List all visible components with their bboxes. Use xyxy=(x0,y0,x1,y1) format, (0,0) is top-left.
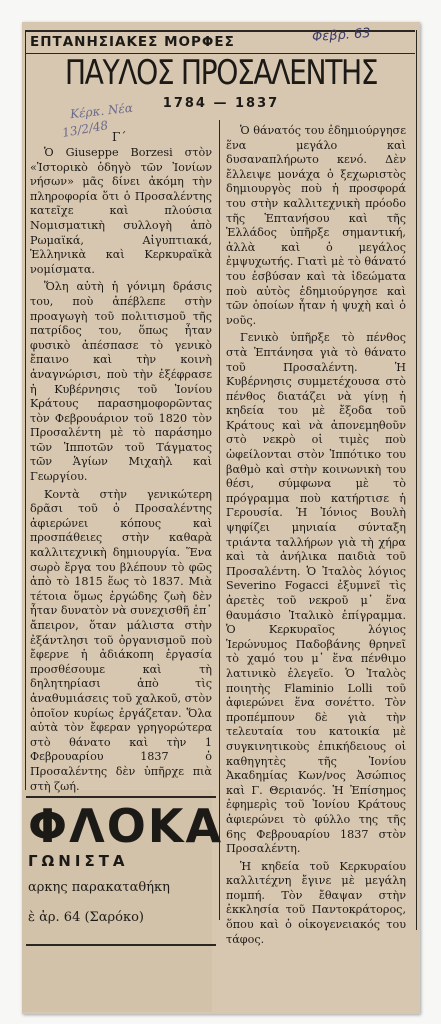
paragraph: Ὁ Giuseppe Borzesi στὸν «Ἱστορικὸ ὁδηγὸ τῶν Ἰονίων νήσων» μᾶς δίνει ἀκόμη τὴν πληροφορία ὅτι ὁ Προσαλέντης κατεῖχε καὶ πλούσια Νομισματικὴ συλλογὴ ἀπὸ Ρωμαϊκά, Αἰγυπτιακά, Ἑλληνικὰ καὶ Κερκυραϊκὰ νομίσματα. xyxy=(30,146,212,276)
right-frame-rule xyxy=(416,30,417,930)
paragraph: Ἡ κηδεία τοῦ Κερκυραίου καλλιτέχνη ἔγινε μὲ μεγάλη πομπή. Τὸν ἔθαψαν στὴν ἐκκλησία τοῦ Παντοκράτορος, ὅπου καὶ ὁ οἰκογενειακός του τάφος. xyxy=(226,859,406,946)
right-column xyxy=(226,124,406,950)
advert-top-rule xyxy=(26,796,216,798)
paragraph: Κοντὰ στὴν γενικώτερη δρᾶσι τοῦ ὁ Προσαλέντης ἀφιερώνει κόπους καὶ προσπάθειες στὴν καθαρὰ καλλιτεχνικὴ δημιουργία. Ἕνα σωρὸ ἔργα του βλέπουν τὸ φῶς ἀπὸ τὸ 1815 ἕως τὸ 1837. Μιὰ τέτοια ὅμως ἐργώδης ζωὴ δὲν ἦταν δυνατὸν νὰ συνεχισθῆ ἐπ᾽ ἄπειρον, ὅταν μάλιστα στὴν ἐξάντλησι τοῦ ὀργανισμοῦ ποὺ ἔφερνε ἡ ἀδιάκοπη ἐργασία προσθέσουμε καὶ τὴ δηλητηρίασι ἀπὸ τὶς ἀναθυμιάσεις τοῦ χαλκοῦ, στὸν ὁποῖον κυρίως ἐργάζεταν. Ὅλα αὐτὰ τὸν ἔφεραν γρηγορώτερα στὸ θάνατο καὶ τὴν 1 Φεβρουαρίου 1837 ὁ Προσαλέντης δὲν ὑπῆρχε πιὰ στὴ ζωή. xyxy=(30,487,213,793)
section-title: ΕΠΤΑΝΗΣΙΑΚΕΣ ΜΟΡΦΕΣ xyxy=(30,34,235,50)
handwritten-date-note: 13/2/48 xyxy=(61,118,110,140)
headline: ΠΑΥΛΟΣ ΠΡΟΣΑΛΕΝΤΗΣ xyxy=(64,53,378,93)
left-frame-rule xyxy=(25,30,26,790)
left-column xyxy=(30,130,212,797)
advert-line-2: ὲ ἀρ. 64 (Σαρόκο) xyxy=(28,910,145,925)
handwritten-stamp-note: Φεβρ. 63 xyxy=(311,25,372,46)
advert-subtitle: ΓΩΝΙΣΤΑ xyxy=(28,852,129,870)
part-marker: Γ΄ xyxy=(112,130,127,144)
paragraph: Ὅλη αὐτὴ ἡ γόνιμη δράσις του, ποὺ ἀπέβλεπε στὴν προαγωγὴ τοῦ πολιτισμοῦ τῆς πατρίδος του, ὅπως ἦταν φυσικὸ ἀπέσπασε τὸ γενικὸ ἔπαινο καὶ τὴν κοινὴ ἀναγνώρισι, ποὺ τὴν ἐξέφρασε ἡ Κυβέρνησις τοῦ Ἰονίου Κράτους παρασημοφορῶντας τὸν Φεβρουάριον τοῦ 1820 τὸν Προσαλέντη μὲ τὸ παράσημο τῶν Ἱπποτῶν τοῦ Τάγματος τῶν Ἁγίων Μιχαὴλ καὶ Γεωργίου. xyxy=(30,280,212,484)
paragraph: Γενικὸ ὑπῆρξε τὸ πένθος στὰ Ἑπτάνησα γιὰ τὸ θάνατο τοῦ Προσαλέντη. Ἡ Κυβέρνησις συμμετέχουσα στὸ πένθος διατάζει νὰ γίνῃ ἡ κηδεία του μὲ ἔξοδα τοῦ Κράτους καὶ νὰ ἀπονεμηθοῦν στὸ νεκρὸ οἱ τιμὲς ποὺ ὠφείλονται στὸν Ἱππότικο του βαθμὸ καὶ στὴν κοινωνικὴ του θέσι, σύμφωνα μὲ τὸ πρόγραμμα ποὺ κατήρτισε ἡ Γερουσία. Ἡ Ἰόνιος Βουλὴ ψηφίζει μηνιαία σύνταξη τριάντα ταλλήρων γιὰ τὴ χήρα καὶ τὰ ἀνήλικα παιδιὰ τοῦ Προσαλέντη. Ὁ Ἰταλὸς λόγιος Severino Fogacci ἐξυμνεῖ τὶς ἀρετὲς τοῦ νεκροῦ μ᾽ ἕνα θαυμάσιο Ἰταλικὸ ἐπίγραμμα. Ὁ Κερκυραῖος λόγιος Ἱερώνυμος Παδοβάνης θρηνεῖ τὸ χαμό του μ᾽ ἕνα πένθιμο λατινικὸ ἐλεγεῖο. Ὁ Ἰταλὸς ποιητὴς Flaminio Lolli τοῦ ἀφιερώνει ἕνα σονέττο. Τὸν προπέμπουν δὲ γιὰ τὴν τελευταία του κατοικία μὲ συγκινητικοὺς ἐπικήδειους οἱ καθηγητὲς τῆς Ἰονίου Ἀκαδημίας Κων/νος Ἀσώπιος καὶ Γ. Θεριανός. Ἡ Ἐπίσημος ἐφημερὶς τοῦ Ἰονίου Κράτους ἀφιερώνει τὸ φύλλο της τῆς 6ης Φεβρουαρίου 1837 στὸν Προσαλέντη. xyxy=(226,331,406,856)
advert-bottom-rule xyxy=(26,944,216,946)
advert-name: ΦΛΟΚΑ xyxy=(28,799,224,853)
years-line: 1784 — 1837 xyxy=(162,96,280,111)
advert-line-1: αρκης παρακαταθήκη xyxy=(28,880,170,895)
paragraph: Ὁ θάνατός του ἐδημιούργησε ἕνα μεγάλο καὶ δυσαναπλήρωτο κενό. Δὲν ἔλλειψε μονάχα ὁ ξεχωριστὸς δημιουργὸς ποὺ ἡ προσφορά του στὴν καλλιτεχνικὴ πρόοδο τῆς Ἑπτανήσου καὶ τῆς Ἑλλάδος ὑπῆρξε σημαντική, ἀλλὰ καὶ ὁ μεγάλος ἐμψυχωτής. Γιατὶ μὲ τὸ θάνατό του ἐσβύσαν καὶ τὰ ἰδεώματα ποὺ αὐτὸς ἐδημιούργησε καὶ τῶν ὁποίων ἦταν ἡ ψυχὴ καὶ ὁ νοῦς. xyxy=(226,124,406,327)
handwritten-newspaper-note: Κέρκ. Νέα xyxy=(69,100,134,122)
